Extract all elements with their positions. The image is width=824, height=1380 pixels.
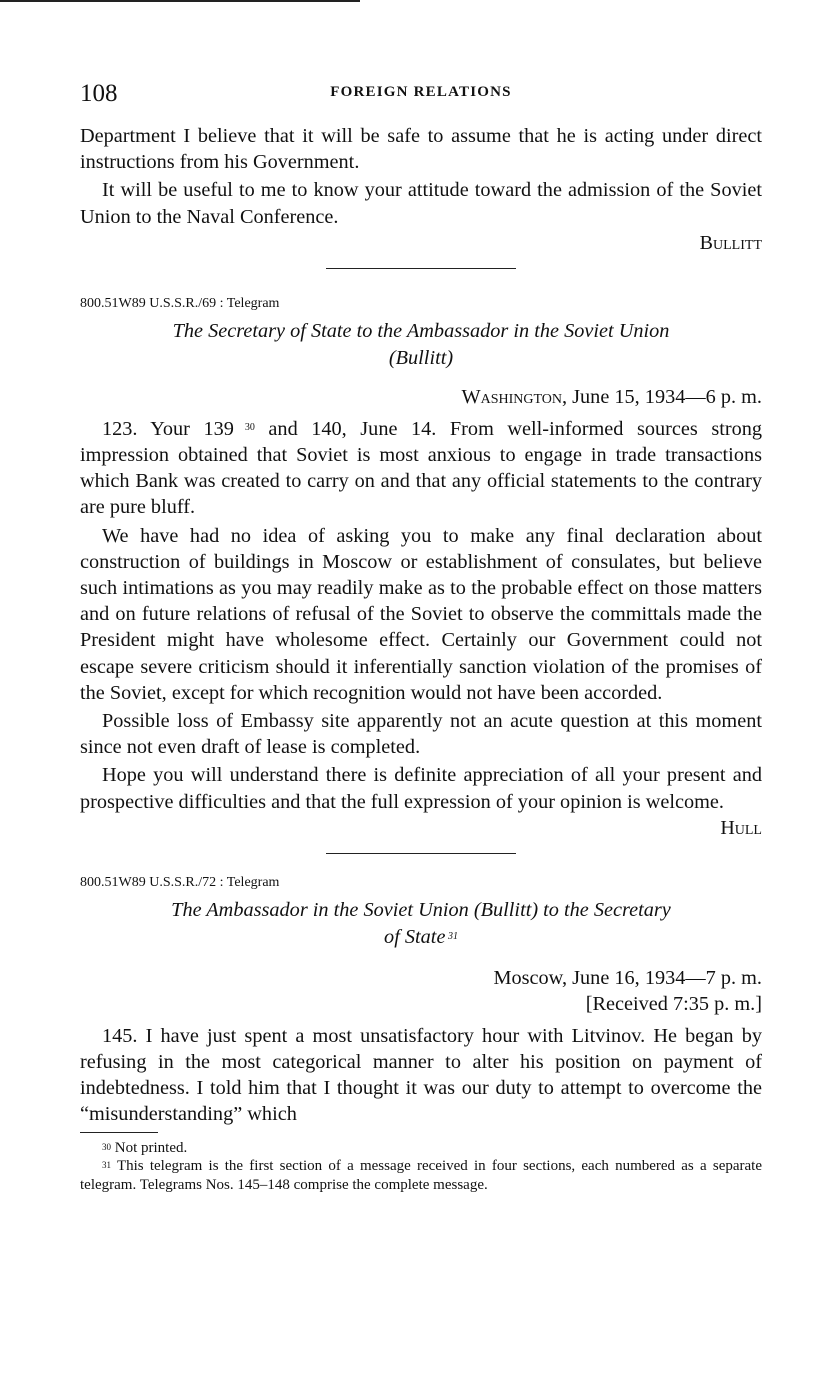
signature-bullitt: Bullitt [699,231,762,254]
document-page [80,78,762,1194]
running-head: FOREIGN RELATIONS [330,84,512,100]
telegram-paragraph: 145. I have just spent a most unsatisfactory hour with Litvinov. He began by refusing in the most categorical manner to alter his position on payment of indebtedness. I told him that I thought it was our duty to attempt to overcome the “misunderstanding” which [80,1024,762,1126]
telegram-paragraph: We have had no idea of asking you to make any final declaration about construction of buildings in Moscow or establishment of consulates, but believe such intimations as you may readily make as to the probable effect on those matters and on future relations of refusal of the Soviet to observe the committals made the President might have wholesome effect. Certainly our Government could not escape severe criticism should it inferentially sanction violation of the promises of the Soviet, except for which recognition would not have been accorded. [80,524,762,704]
file-reference: 800.51W89 U.S.S.R./69 : Telegram [80,295,280,311]
received-line: [Received 7:35 p. m.] [585,992,762,1015]
footnote-reference: 31 [447,930,458,942]
telegram-paragraph: Hope you will understand there is definite appreciation of all your present and prospective difficulties and that the full expression of your opinion is welcome. [80,764,762,813]
page-number: 108 [80,80,118,107]
caption-line: The Secretary of State to the Ambassador in the Soviet Union [172,319,670,342]
document-caption [80,897,762,951]
telegram-paragraph: 123. Your 139 $^{30}$ and 140, June 14. From well-informed sources strong impression obtained that Soviet is most anxious to engage in trade transactions which Bank was created to carry on and that any official statements to the contrary are pure bluff. [80,417,763,519]
document-caption [80,318,762,372]
dateline: Moscow, June 16, 1934—7 p. m. [493,966,762,989]
signature-hull: Hull [720,816,762,839]
footnote: $^{30}$ Not printed. [102,1139,188,1156]
telegram-paragraph: Possible loss of Embassy site apparently not an acute question at this moment since not even draft of lease is completed. [80,710,762,759]
intro-paragraph-1: Department I believe that it will be safe to assume that he is acting under direct instructions from his Government. [80,125,762,174]
section-divider [326,853,516,854]
section-divider [326,268,516,269]
dateline [80,384,762,410]
footnote: $^{31}$ This telegram is the first section of a message received in four sections, each numbered as a separate telegram. Telegrams Nos. 145–148 comprise the complete message. [80,1158,762,1193]
file-reference: 800.51W89 U.S.S.R./72 : Telegram [80,874,280,890]
footnote-divider [80,1132,158,1133]
caption-line: of State $^{31}$ [384,925,458,948]
dateline-place: Washington [461,385,562,408]
intro-paragraph-2: It will be useful to me to know your attitude toward the admission of the Soviet Union to the Naval Conference. [80,179,762,228]
caption-line: (Bullitt) [388,346,454,369]
footnotes [80,1139,762,1195]
dateline-date: , June 15, 1934—6 p. m. [562,385,762,408]
footnote-reference: 30 [244,421,255,433]
caption-line: The Ambassador in the Soviet Union (Bullitt) to the Secretary [171,898,671,921]
page-header [80,78,762,112]
top-edge-rule [0,0,360,2]
